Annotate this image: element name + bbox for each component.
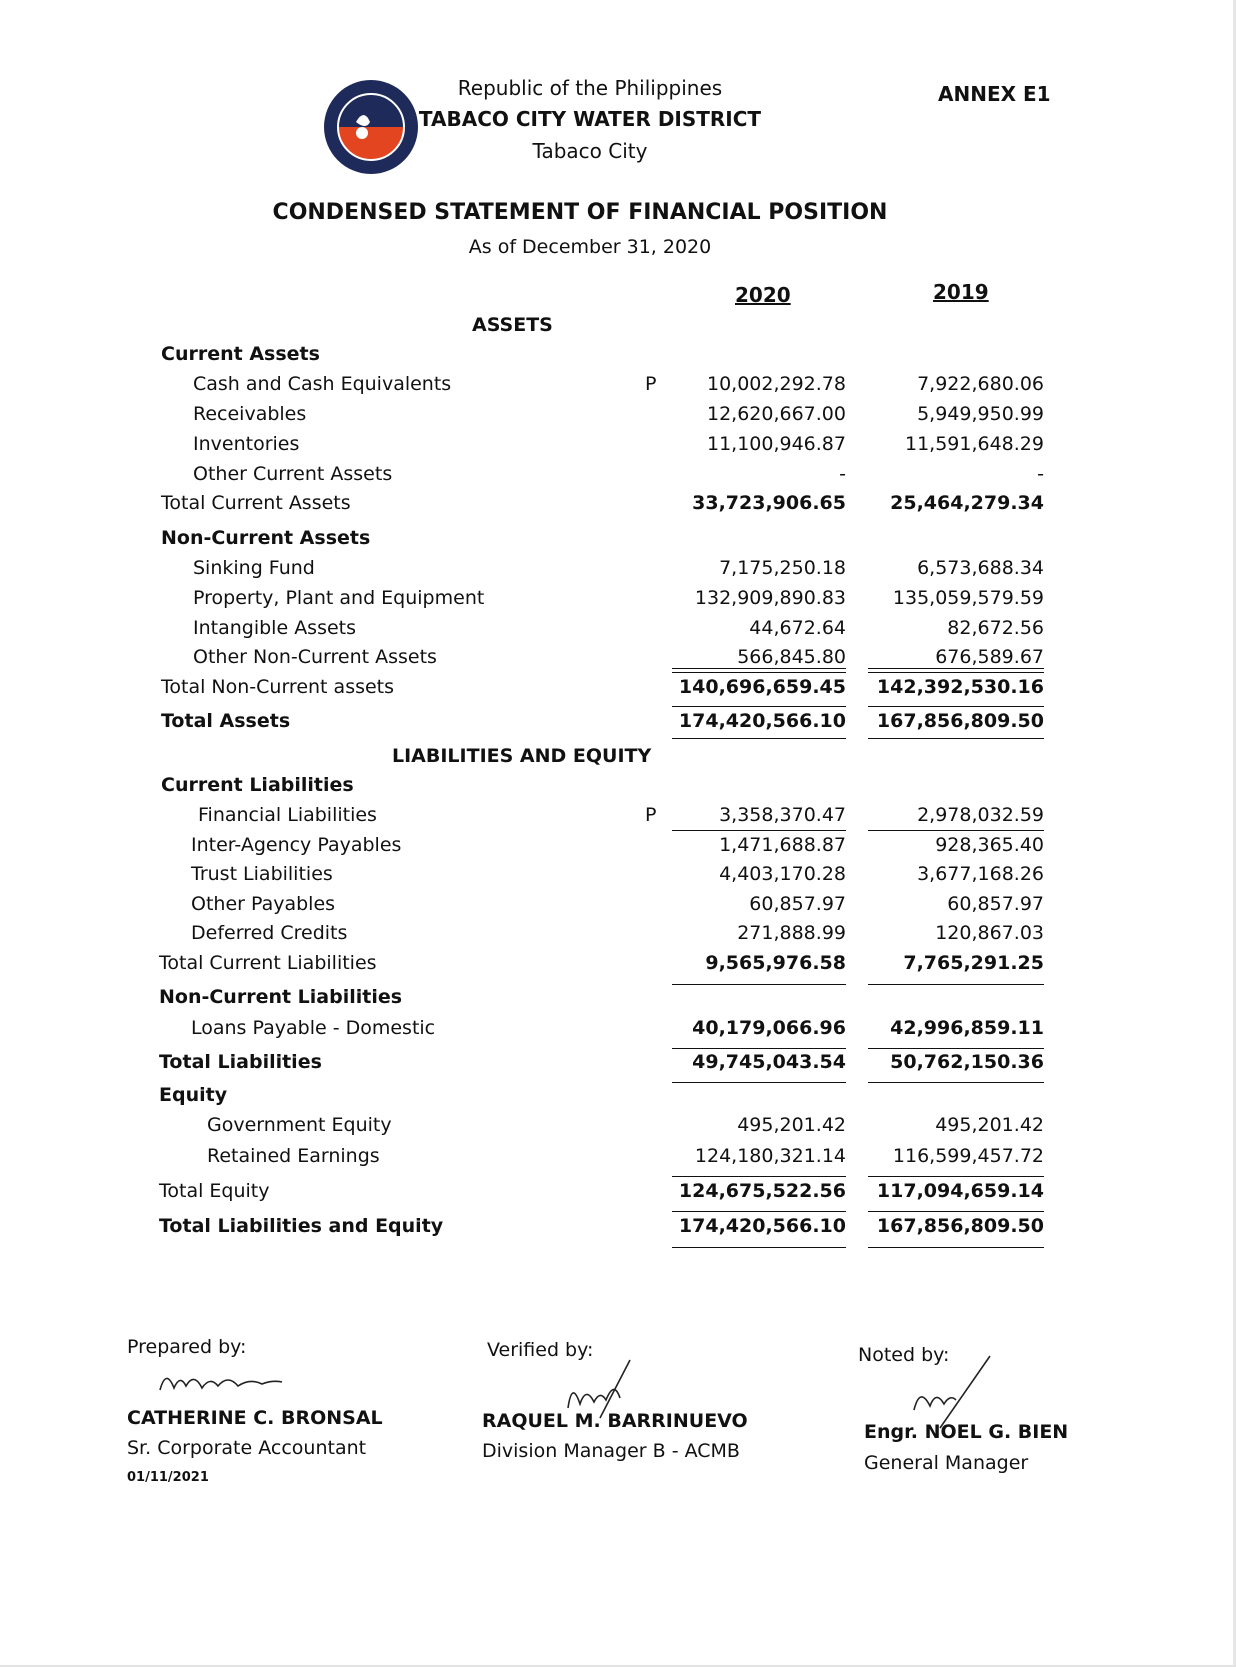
total-underline (672, 738, 846, 739)
row-label: Current Liabilities (161, 774, 354, 796)
line-item-row (0, 834, 1236, 864)
total-underline (672, 672, 846, 673)
row-label: Total Liabilities (159, 1051, 322, 1073)
row-label: Sinking Fund (193, 557, 315, 579)
value-2020: 44,672.64 (749, 617, 846, 639)
value-2020: 49,745,043.54 (692, 1051, 846, 1073)
value-2020: 566,845.80 (737, 646, 846, 668)
total-row (0, 1180, 1236, 1210)
prepared-signature (150, 1362, 290, 1406)
value-2019: 82,672.56 (947, 617, 1044, 639)
value-2019: 135,059,579.59 (892, 587, 1044, 609)
value-2020: 4,403,170.28 (719, 863, 846, 885)
total-underline (672, 1176, 846, 1177)
total-row (0, 1215, 1236, 1245)
line-item-row (0, 1145, 1236, 1175)
value-2020: - (839, 463, 846, 485)
value-2019: 2,978,032.59 (917, 804, 1044, 826)
row-label: Receivables (193, 403, 307, 425)
row-label: Deferred Credits (191, 922, 348, 944)
row-label: Other Payables (191, 893, 336, 915)
row-label: Non-Current Liabilities (159, 986, 403, 1008)
value-2019: 11,591,648.29 (904, 433, 1044, 455)
row-label: Trust Liabilities (191, 863, 333, 885)
value-2019: 7,765,291.25 (903, 952, 1044, 974)
assets-heading: ASSETS (472, 314, 553, 336)
total-underline (868, 668, 1044, 669)
value-2020: 124,180,321.14 (694, 1145, 846, 1167)
value-2020: 7,175,250.18 (719, 557, 846, 579)
section-heading-row (0, 1084, 1236, 1114)
value-2019: 6,573,688.34 (917, 557, 1044, 579)
prepared-date: 01/11/2021 (127, 1470, 209, 1485)
total-row (0, 1017, 1236, 1047)
total-underline (868, 984, 1044, 985)
line-item-row (0, 373, 1236, 403)
total-underline (868, 1247, 1044, 1248)
row-label: Financial Liabilities (198, 804, 377, 826)
total-underline (672, 1082, 846, 1083)
value-2020: 271,888.99 (737, 922, 846, 944)
prepared-by-title: Sr. Corporate Accountant (127, 1437, 367, 1459)
section-heading-row (0, 774, 1236, 804)
value-2019: 42,996,859.11 (890, 1017, 1044, 1039)
row-label: Total Equity (159, 1180, 270, 1202)
total-row (0, 492, 1236, 522)
value-2020: 140,696,659.45 (678, 676, 846, 698)
total-underline (868, 706, 1044, 707)
row-label: Total Liabilities and Equity (159, 1215, 444, 1237)
column-header-2020: 2020 (735, 283, 791, 307)
value-2019: 3,677,168.26 (917, 863, 1044, 885)
verified-by-name: RAQUEL M. BARRINUEVO (482, 1410, 748, 1432)
value-2020: 12,620,667.00 (706, 403, 846, 425)
total-underline (672, 668, 846, 669)
row-label: Total Current Liabilities (159, 952, 377, 974)
row-label: Inter-Agency Payables (191, 834, 402, 856)
peso-sign: P (645, 804, 657, 826)
statement-title: CONDENSED STATEMENT OF FINANCIAL POSITION (272, 200, 888, 225)
line-item-row (0, 863, 1236, 893)
total-underline (672, 984, 846, 985)
value-2020: 10,002,292.78 (706, 373, 846, 395)
row-label: Property, Plant and Equipment (193, 587, 485, 609)
header-district-name: TABACO CITY WATER DISTRICT (418, 107, 762, 131)
noted-by-label: Noted by: (858, 1344, 950, 1366)
value-2019: - (1037, 463, 1044, 485)
prepared-by-label: Prepared by: (127, 1336, 247, 1358)
value-2020: 9,565,976.58 (705, 952, 846, 974)
liabilities-equity-heading: LIABILITIES AND EQUITY (392, 745, 652, 767)
row-label: Loans Payable - Domestic (191, 1017, 436, 1039)
line-item-row (0, 1114, 1236, 1144)
total-underline (868, 1211, 1044, 1212)
row-label: Cash and Cash Equivalents (193, 373, 452, 395)
verified-by-label: Verified by: (487, 1339, 594, 1361)
total-underline (672, 706, 846, 707)
line-item-row (0, 646, 1236, 676)
line-item-row (0, 403, 1236, 433)
value-2019: 495,201.42 (935, 1114, 1044, 1136)
value-2019: 116,599,457.72 (892, 1145, 1044, 1167)
value-2020: 11,100,946.87 (706, 433, 846, 455)
header-republic: Republic of the Philippines (457, 76, 723, 100)
value-2019: 167,856,809.50 (876, 710, 1044, 732)
line-item-row (0, 433, 1236, 463)
value-2020: 132,909,890.83 (694, 587, 846, 609)
annex-label: ANNEX E1 (938, 82, 1051, 106)
total-underline (868, 1082, 1044, 1083)
total-underline (868, 672, 1044, 673)
noted-by-name: Engr. NOEL G. BIEN (864, 1421, 1069, 1443)
total-row (0, 952, 1236, 982)
value-2019: 117,094,659.14 (876, 1180, 1044, 1202)
row-label: Total Current Assets (161, 492, 351, 514)
total-underline (868, 1176, 1044, 1177)
row-label: Intangible Assets (193, 617, 357, 639)
noted-by-title: General Manager (864, 1452, 1029, 1474)
section-heading-row (0, 343, 1236, 373)
row-label: Other Non-Current Assets (193, 646, 437, 668)
value-2020: 174,420,566.10 (678, 1215, 846, 1237)
prepared-by-name: CATHERINE C. BRONSAL (127, 1407, 383, 1429)
section-heading-row (0, 527, 1236, 557)
line-item-row (0, 463, 1236, 493)
value-2019: 25,464,279.34 (890, 492, 1044, 514)
row-label: Inventories (193, 433, 300, 455)
line-item-row (0, 557, 1236, 587)
total-underline (868, 1048, 1044, 1049)
section-heading-row (0, 986, 1236, 1016)
row-label: Current Assets (161, 343, 320, 365)
total-underline (672, 1211, 846, 1212)
value-2019: 142,392,530.16 (876, 676, 1044, 698)
value-2020: 495,201.42 (737, 1114, 846, 1136)
value-2020: 3,358,370.47 (719, 804, 846, 826)
row-label: Other Current Assets (193, 463, 393, 485)
total-row (0, 710, 1236, 740)
total-underline (672, 1247, 846, 1248)
line-item-row (0, 617, 1236, 647)
total-underline (672, 1048, 846, 1049)
verified-by-title: Division Manager B - ACMB (482, 1440, 740, 1462)
value-2020: 174,420,566.10 (678, 710, 846, 732)
value-2019: 676,589.67 (935, 646, 1044, 668)
value-2020: 40,179,066.96 (692, 1017, 846, 1039)
line-item-row (0, 587, 1236, 617)
total-row (0, 676, 1236, 706)
value-2020: 124,675,522.56 (678, 1180, 846, 1202)
row-label: Retained Earnings (207, 1145, 380, 1167)
row-label: Non-Current Assets (161, 527, 371, 549)
value-2020: 60,857.97 (749, 893, 846, 915)
line-item-row (0, 804, 1236, 834)
value-2019: 5,949,950.99 (917, 403, 1044, 425)
line-item-row (0, 893, 1236, 923)
row-label: Government Equity (207, 1114, 392, 1136)
value-2019: 120,867.03 (935, 922, 1044, 944)
value-2019: 928,365.40 (935, 834, 1044, 856)
value-2019: 7,922,680.06 (917, 373, 1044, 395)
row-label: Total Non-Current assets (161, 676, 395, 698)
statement-subtitle: As of December 31, 2020 (468, 236, 712, 258)
row-label: Total Assets (161, 710, 291, 732)
peso-sign: P (645, 373, 657, 395)
row-label: Equity (159, 1084, 228, 1106)
value-2020: 33,723,906.65 (692, 492, 846, 514)
total-row (0, 1051, 1236, 1081)
header-city: Tabaco City (532, 139, 648, 163)
value-2019: 50,762,150.36 (890, 1051, 1044, 1073)
line-item-row (0, 922, 1236, 952)
total-underline (868, 738, 1044, 739)
value-2020: 1,471,688.87 (719, 834, 846, 856)
column-header-2019: 2019 (933, 280, 989, 304)
value-2019: 167,856,809.50 (876, 1215, 1044, 1237)
value-2019: 60,857.97 (947, 893, 1044, 915)
